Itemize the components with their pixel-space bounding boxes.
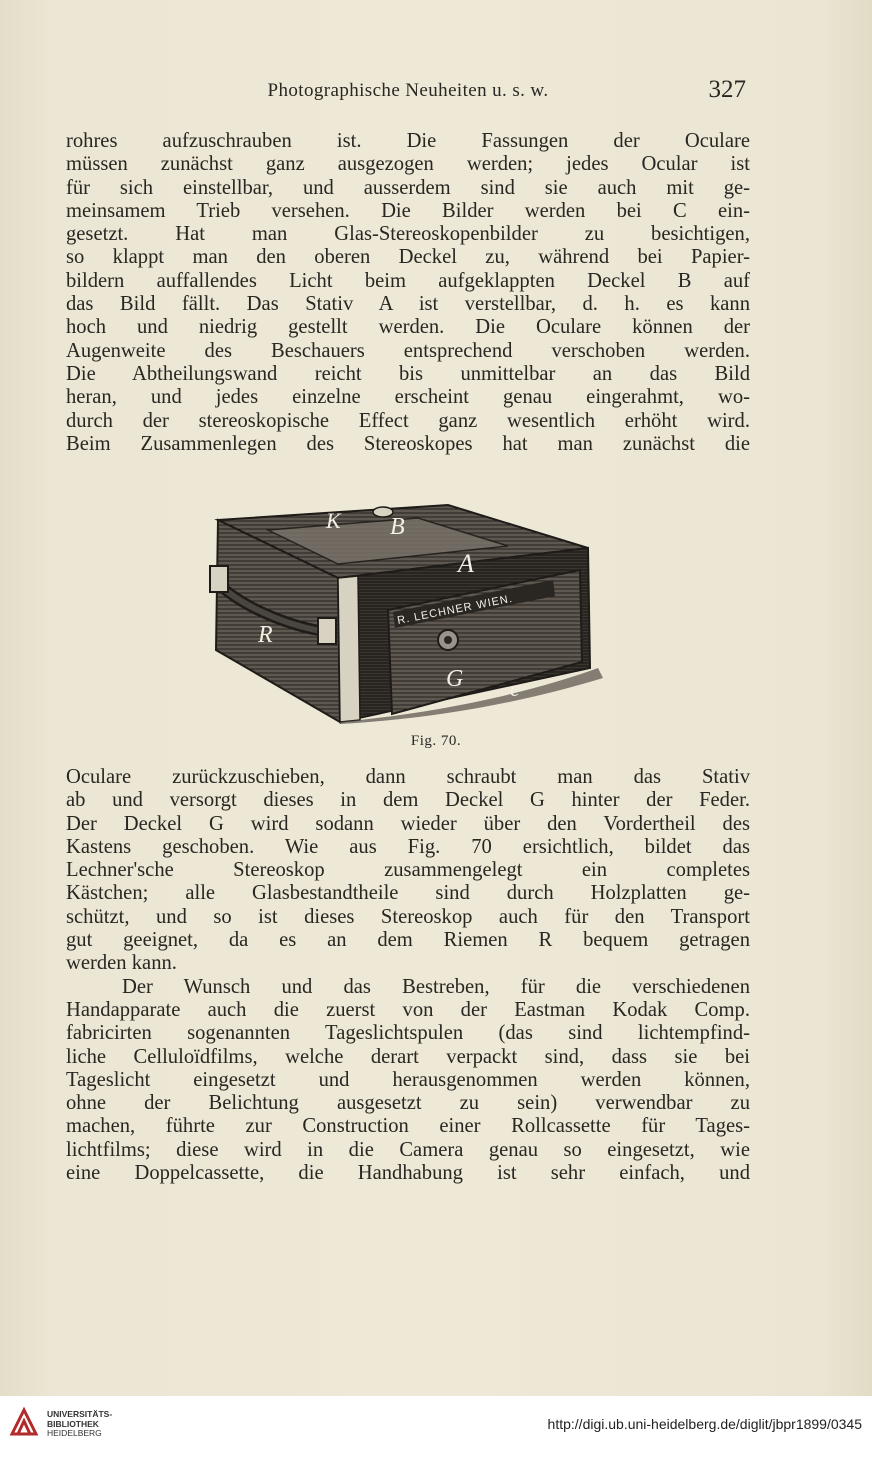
figure-label-k: K: [326, 508, 341, 533]
figure-caption: Fig. 70.: [410, 733, 462, 749]
text-line: Beim Zusammenlegen des Stereoskopes hat man zunächst die: [66, 432, 750, 455]
text-line: müssen zunächst ganz ausgezogen werden; jedes Ocular ist: [66, 153, 750, 176]
library-logo-icon: [8, 1406, 40, 1438]
text-line: Kästchen; alle Glasbestandtheile sind durch Holzplatten ge-: [66, 882, 750, 905]
body-text-bottom: [66, 766, 750, 1185]
text-line: ohne der Belichtung ausgesetzt zu sein) verwendbar zu: [66, 1092, 750, 1115]
figure-label-r: R: [258, 622, 273, 648]
figure-label-g: G: [446, 666, 464, 692]
text-line: Lechner'sche Stereoskop zusammengelegt ein completes: [66, 859, 750, 882]
text-line: eine Doppelcassette, die Handhabung ist sehr einfach, und: [66, 1162, 750, 1185]
text-line: Der Wunsch und das Bestreben, für die verschiedenen: [122, 975, 750, 998]
text-line: bildern auffallendes Licht beim aufgeklappten Deckel B auf: [66, 269, 750, 292]
permalink-url[interactable]: http://digi.ub.uni-heidelberg.de/diglit/jbpr1899/0345: [547, 1416, 862, 1432]
text-line: gesetzt. Hat man Glas-Stereoskopenbilder zu besichtigen,: [66, 223, 750, 246]
strap-buckle-right: [318, 618, 336, 644]
text-line: das Bild fällt. Das Stativ A ist verstellbar, d. h. es kann: [66, 293, 750, 316]
text-line: Augenweite des Beschauers entsprechend verschoben werden.: [66, 339, 750, 362]
text-line: Oculare zurückzuschieben, dann schraubt man das Stativ: [66, 766, 750, 788]
page-number: 327: [708, 76, 746, 103]
stereoscope-box-illustration: [208, 500, 608, 730]
library-name-line: HEIDELBERG: [47, 1428, 102, 1438]
text-line: rohres aufzuschrauben ist. Die Fassungen der Oculare: [66, 130, 750, 152]
text-line: fabricirten sogenannten Tageslichtspulen (das sind lichtempfind-: [66, 1022, 750, 1045]
text-line: so klappt man den oberen Deckel zu, während bei Papier-: [66, 246, 750, 269]
page-header: [70, 76, 746, 110]
strap-buckle-left: [210, 566, 228, 592]
text-line: Der Deckel G wird sodann wieder über den Vordertheil des: [66, 812, 750, 835]
text-line: Handapparate auch die zuerst von der Eastman Kodak Comp.: [66, 998, 750, 1021]
text-line: meinsamem Trieb versehen. Die Bilder werden bei C ein-: [66, 199, 750, 222]
text-line: heran, und jedes einzelne erscheint genau eingerahmt, wo-: [66, 386, 750, 409]
text-line: lichtfilms; diese wird in die Camera genau so eingesetzt, wie: [66, 1138, 750, 1161]
maker-plate-text: R. LECHNER WIEN.: [396, 592, 514, 627]
text-line: durch der stereoskopische Effect ganz wesentlich erhöht wird.: [66, 409, 750, 432]
library-name-line: UNIVERSITÄTS-: [47, 1409, 113, 1419]
library-name: [47, 1410, 112, 1439]
figure-label-b: B: [390, 514, 405, 540]
viewer-footer: [0, 1396, 872, 1458]
figure-label-a: A: [458, 549, 474, 578]
text-line: schützt, und so ist dieses Stereoskop auch für den Transport: [66, 905, 750, 928]
corner-post: [338, 576, 360, 722]
running-title: Photographische Neuheiten u. s. w.: [267, 80, 549, 101]
text-line: machen, führte zur Construction einer Rollcassette für Tages-: [66, 1115, 750, 1138]
text-line: ab und versorgt dieses in dem Deckel G hinter der Feder.: [66, 789, 750, 812]
text-line: für sich einstellbar, und ausserdem sind sie auch mit ge-: [66, 176, 750, 199]
text-line: gut geeignet, da es an dem Riemen R bequem getragen: [66, 929, 750, 952]
text-line: hoch und niedrig gestellt werden. Die Oculare können der: [66, 316, 750, 339]
text-line: werden kann.: [66, 952, 177, 975]
body-text-top: [66, 130, 750, 456]
text-line: Tageslicht eingesetzt und herausgenommen werden können,: [66, 1068, 750, 1091]
text-line: Die Abtheilungswand reicht bis unmittelbar an das Bild: [66, 362, 750, 385]
figure-label-c: c: [510, 676, 520, 701]
library-name-line: BIBLIOTHEK: [47, 1418, 99, 1429]
text-line: liche Celluloïdfilms, welche derart verpackt sind, dass sie bei: [66, 1045, 750, 1068]
text-line: Kastens geschoben. Wie aus Fig. 70 ersichtlich, bildet das: [66, 835, 750, 858]
